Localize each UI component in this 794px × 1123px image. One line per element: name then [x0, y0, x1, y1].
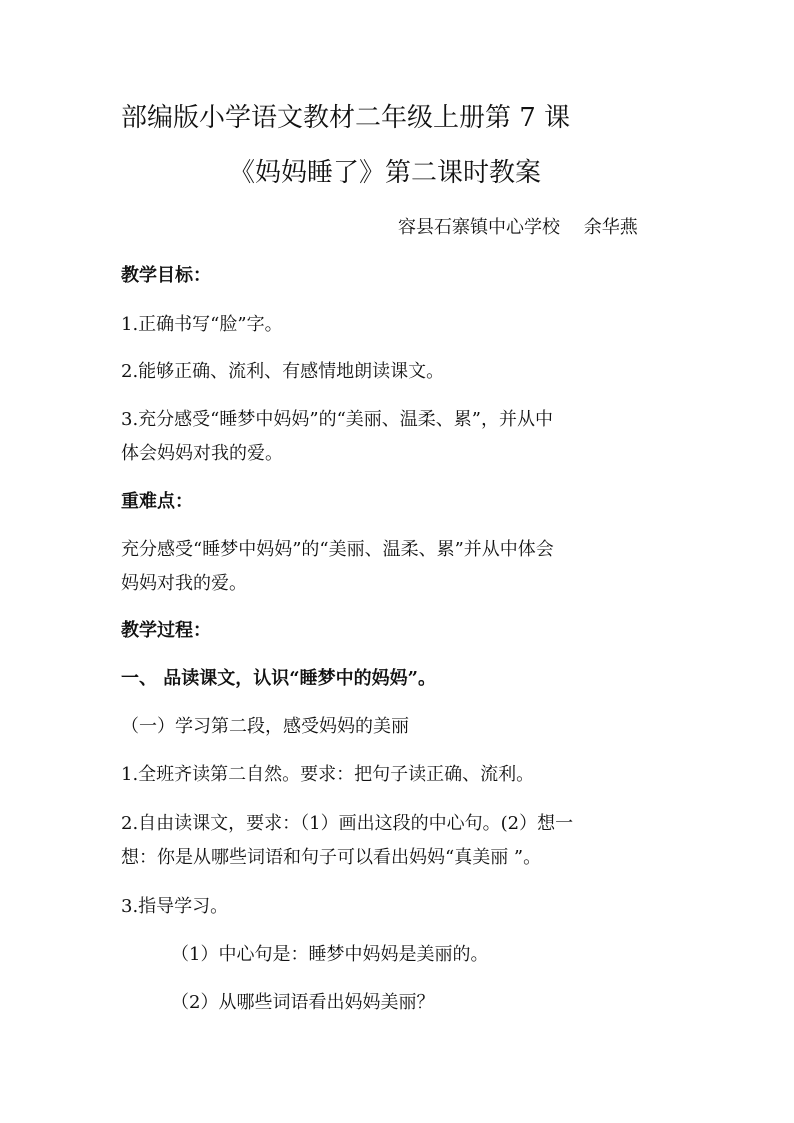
title-line-2: 《妈妈睡了》第二课时教案	[229, 158, 542, 188]
subsection-1-heading: （一）学习第二段，感受妈妈的美丽	[121, 716, 409, 737]
step-3-b: （2）从哪些词语看出妈妈美丽？	[171, 992, 435, 1013]
key-points-line-2: 妈妈对我的爱。	[121, 573, 247, 594]
author-line: 容县石寨镇中心学校 余华燕	[398, 217, 638, 238]
objective-item-2: 2.能够正确、流利、有感情地朗读课文。	[121, 361, 445, 382]
objective-item-3-line-1: 3.充分感受“睡梦中妈妈”的“美丽、温柔、累”，并从中	[121, 409, 553, 430]
step-1: 1.全班齐读第二自然。要求：把句子读正确、流利。	[121, 764, 535, 785]
objective-item-3-line-2: 体会妈妈对我的爱。	[121, 443, 283, 464]
process-heading: 教学过程：	[121, 620, 211, 641]
key-points-heading: 重难点：	[121, 491, 193, 512]
step-2-line-2: 想：你是从哪些词语和句子可以看出妈妈“真美丽 ”。	[121, 847, 542, 868]
objectives-heading: 教学目标：	[121, 265, 211, 286]
step-3: 3.指导学习。	[121, 896, 229, 917]
section-1-heading: 一、 品读课文，认识“睡梦中的妈妈”。	[121, 668, 436, 689]
step-2-line-1: 2.自由读课文，要求：（1）画出这段的中心句。(2）想一	[121, 813, 574, 834]
step-3-a: （1）中心句是：睡梦中妈妈是美丽的。	[171, 944, 489, 965]
key-points-line-1: 充分感受“睡梦中妈妈”的“美丽、温柔、累”并从中体会	[121, 539, 554, 560]
objective-item-1: 1.正确书写“脸”字。	[121, 314, 283, 335]
title-line-1: 部编版小学语文教材二年级上册第 7 课	[121, 103, 571, 133]
